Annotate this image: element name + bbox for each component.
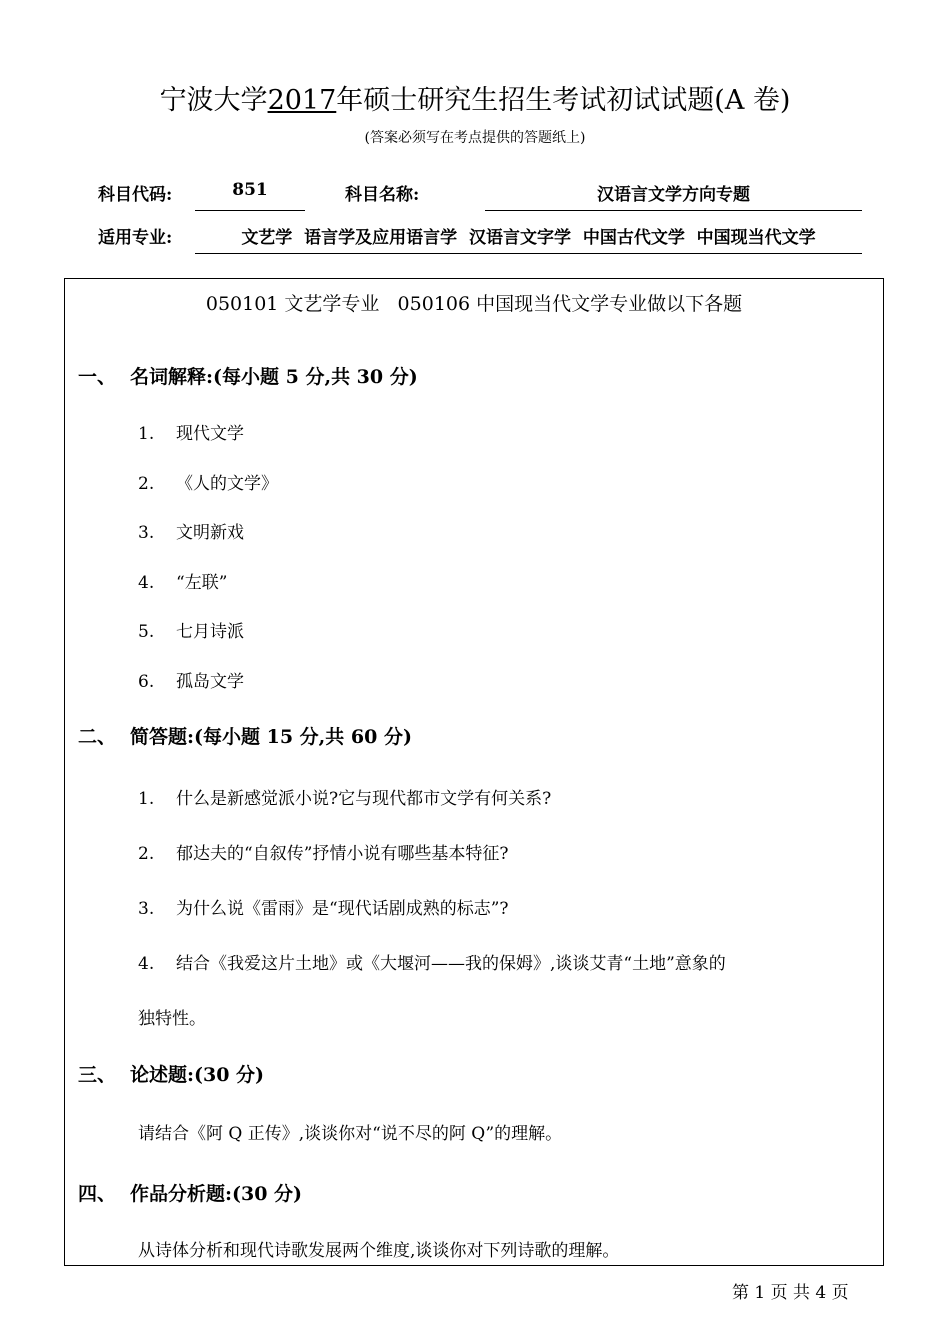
subject-name-value: 汉语言文学方向专题 (597, 185, 750, 205)
box-heading: 050101 文艺学专业 050106 中国现当代文学专业做以下各题 (205, 293, 743, 315)
list-item: 1. 什么是新感觉派小说?它与现代都市文学有何关系? (138, 789, 552, 809)
section-title: 论述题:(30 分) (130, 1064, 265, 1086)
list-item: 3. 为什么说《雷雨》是“现代话剧成熟的标志”? (138, 899, 509, 919)
section-number: 二、 (78, 726, 117, 748)
list-item: 3. 文明新戏 (138, 523, 244, 543)
subject-code-value: 851 (232, 180, 268, 200)
section-4-heading (78, 1179, 302, 1206)
section-2-heading (78, 722, 412, 749)
section-title: 名词解释:(每小题 5 分,共 30 分) (130, 366, 418, 388)
list-item: 2. 《人的文学》 (138, 474, 278, 494)
section-title: 作品分析题:(30 分) (130, 1183, 303, 1205)
list-item: 1. 现代文学 (138, 424, 244, 444)
list-item-continuation: 独特性。 (138, 1009, 206, 1029)
section-number: 一、 (78, 366, 117, 388)
section-number: 四、 (78, 1183, 117, 1205)
subject-name-label: 科目名称: (345, 185, 420, 205)
section-4-body: 从诗体分析和现代诗歌发展两个维度,谈谈你对下列诗歌的理解。 (138, 1241, 620, 1261)
major-label: 适用专业: (98, 228, 173, 248)
section-3-body: 请结合《阿 Q 正传》,谈谈你对“说不尽的阿 Q”的理解。 (138, 1124, 563, 1144)
list-item: 6. 孤岛文学 (138, 672, 244, 692)
exam-subtitle: (答案必须写在考点提供的答题纸上) (364, 130, 586, 146)
exam-title: 宁波大学2017年硕士研究生招生考试初试试题(A 卷) (159, 85, 791, 116)
subject-code-label: 科目代码: (98, 185, 173, 205)
list-item: 2. 郁达夫的“自叙传”抒情小说有哪些基本特征? (138, 844, 509, 864)
major-value: 文艺学 语言学及应用语言学 汉语言文字学 中国古代文学 中国现当代文学 (241, 228, 816, 248)
subject-code-underline (195, 210, 305, 211)
major-underline (195, 253, 862, 254)
list-item: 4. 结合《我爱这片土地》或《大堰河——我的保姆》,谈谈艾青“土地”意象的 (138, 954, 726, 974)
list-item: 5. 七月诗派 (138, 622, 244, 642)
list-item: 4. “左联” (138, 573, 228, 593)
section-3-heading (78, 1060, 264, 1087)
section-title: 简答题:(每小题 15 分,共 60 分) (130, 726, 412, 748)
section-number: 三、 (78, 1064, 117, 1086)
exam-year: 2017 (267, 85, 337, 116)
subject-name-underline (485, 210, 862, 211)
section-1-heading (78, 362, 418, 389)
page-number: 第 1 页 共 4 页 (732, 1283, 849, 1303)
